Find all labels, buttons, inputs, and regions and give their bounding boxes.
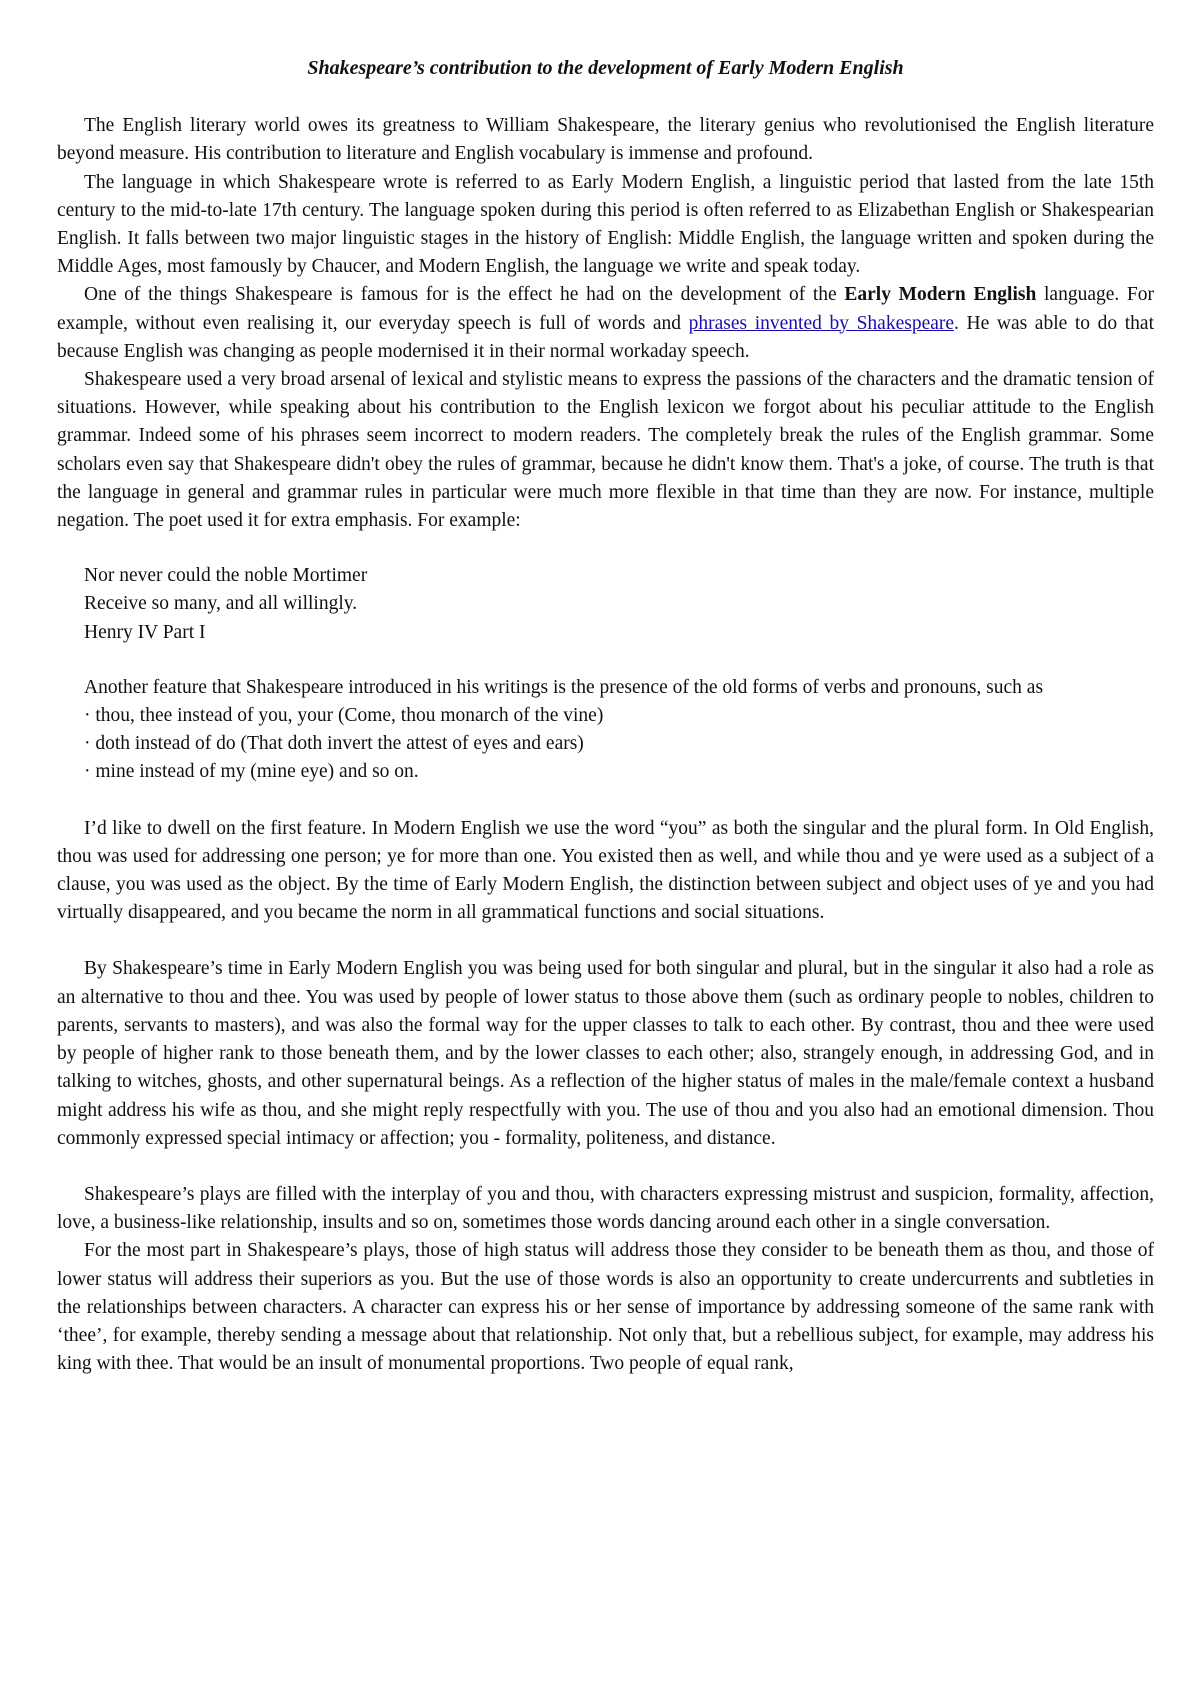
verse-line-2: Receive so many, and all willingly. — [84, 593, 358, 615]
paragraph-shakespeare-time: By Shakespeare’s time in Early Modern English you was being used for both singular and plural, but in the singular it also had a role as an alternative to thou and thee. You was used by people of lower status to those above them (such as ordinary people to nobles, children to parents, servants to masters), and was also the formal way for the upper classes to talk to each other. By contrast, thou and thee were used by people of higher rank to those beneath them, and by the lower classes to each other; also, strangely enough, in addressing God, and in talking to witches, ghosts, and other supernatural beings. As a reflection of the higher status of males in the male/female context a husband might address his wife as thou, and she might reply respectfully with you. The use of thou and you also had an emotional dimension. Thou commonly expressed special intimacy or affection; you - formality, politeness, and distance. — [57, 958, 1154, 1149]
list-item: · thou, thee instead of you, your (Come, thou monarch of the vine) — [84, 705, 604, 727]
old-forms-list — [57, 702, 1154, 787]
paragraph-you-thou: I’d like to dwell on the first feature. In Modern English we use the word “you” as both the singular and the plural form. In Old English, thou was used for addressing one person; ye for more than one. You existed then as well, and while thou and ye were used as a subject of a clause, you was used as the object. By the time of Early Modern English, the distinction between subject and object uses of ye and you had virtually disappeared, and you became the norm in all grammatical functions and social situations. — [57, 817, 1154, 924]
paragraph-early-modern-english: The language in which Shakespeare wrote is referred to as Early Modern English, a linguistic period that lasted from the late 15th century to the mid-to-late 17th century. The language spoken during this period is often referred to as Elizabethan English or Shakespearian English. It falls between two major linguistic stages in the history of English: Middle English, the language written and spoken during the Middle Ages, most famously by Chaucer, and Modern English, the language we write and speak today. — [57, 171, 1154, 278]
verse-line-1: Nor never could the noble Mortimer — [84, 565, 368, 587]
phrases-invented-link[interactable]: phrases invented by Shakespeare — [688, 312, 955, 334]
paragraph-development — [57, 281, 1154, 366]
verse-source: Henry IV Part I — [84, 621, 206, 643]
paragraph-intro: The English literary world owes its greatness to William Shakespeare, the literary genius who revolutionised the English literature beyond measure. His contribution to literature and English vocabulary is immense and profound. — [57, 115, 1154, 165]
paragraph-status: For the most part in Shakespeare’s plays, those of high status will address those they consider to be beneath them as thou, and those of lower status will address their superiors as you. But the use of those words is also an opportunity to create undercurrents and subtleties in the relationships between characters. A character can express his or her sense of importance by addressing someone of the same rank with ‘thee’, for example, thereby sending a message about that relationship. Not only that, but a rebellious subject, for example, may address his king with thee. That would be an insult of monumental proportions. Two people of equal rank, — [57, 1240, 1154, 1375]
paragraph-interplay: Shakespeare’s plays are filled with the interplay of you and thou, with characters expressing mistrust and suspicion, formality, affection, love, a business-like relationship, insults and so on, sometimes those words dancing around each other in a single conversation. — [57, 1183, 1154, 1234]
p3-text-middle: language. For example, without even realising it, our everyday speech is full of words and — [57, 284, 1155, 334]
p3-text-before: One of the things Shakespeare is famous for is the effect he had on the development of the — [84, 284, 845, 306]
early-modern-english-bold: Early Modern English — [844, 284, 1037, 306]
paragraph-grammar: Shakespeare used a very broad arsenal of lexical and stylistic means to express the passions of the characters and the dramatic tension of situations. However, while speaking about his contribution to the English lexicon we forgot about his peculiar attitude to the English grammar. Indeed some of his phrases seem incorrect to modern readers. The completely break the rules of the English grammar. Some scholars even say that Shakespeare didn't obey the rules of grammar, because he didn't know them. That's a joke, of course. The truth is that the language in general and grammar rules in particular were much more flexible in that time than they are now. For instance, multiple negation. The poet used it for extra emphasis. For example: — [57, 369, 1154, 532]
list-item: · doth instead of do (That doth invert the attest of eyes and ears) — [84, 733, 584, 755]
p3-text-after: . He was able to do that because English was changing as people modernised it in their normal workaday speech. — [57, 312, 1154, 362]
document-title: Shakespeare’s contribution to the development of Early Modern English — [307, 57, 904, 79]
list-item: · mine instead of my (mine eye) and so on. — [84, 761, 419, 783]
paragraph-old-forms: Another feature that Shakespeare introduced in his writings is the presence of the old forms of verbs and pronouns, such as — [84, 676, 1044, 698]
verse-quote — [57, 562, 1154, 647]
